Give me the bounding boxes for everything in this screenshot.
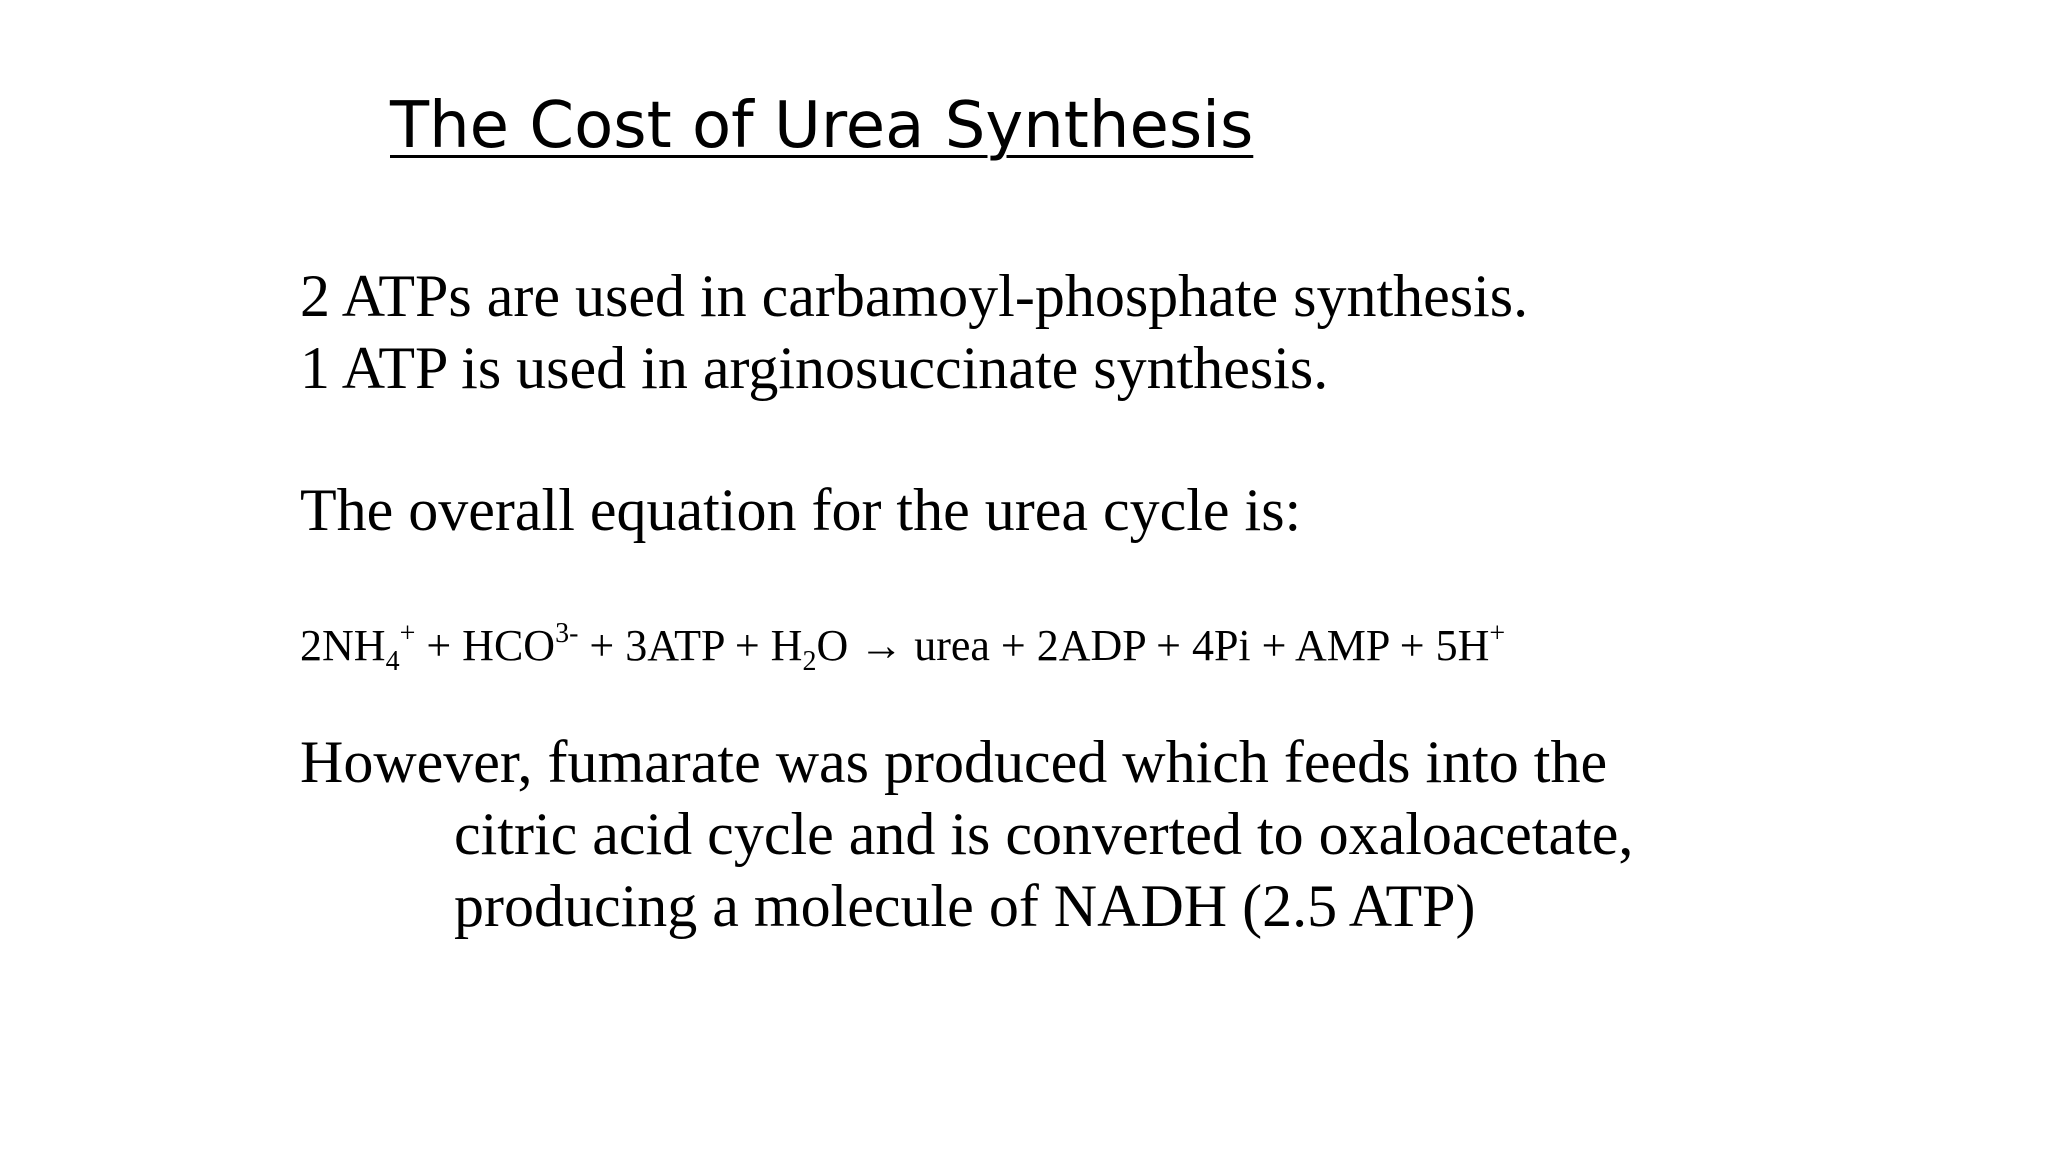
fumarate-note xyxy=(300,726,1633,942)
slide-title: The Cost of Urea Synthesis xyxy=(390,89,1254,163)
fumarate-line-2: citric acid cycle and is converted to oxaloacetate, xyxy=(454,801,1634,867)
equation-sup-ammonium: + xyxy=(399,618,416,649)
equation-part-ammonium: 2NH xyxy=(300,621,386,670)
equation-sub-water: 2 xyxy=(802,646,817,677)
equation-sub-ammonium: 4 xyxy=(385,646,400,677)
equation-part-products: urea + 2ADP + 4Pi + AMP + 5H xyxy=(903,621,1490,670)
reaction-arrow-icon: → xyxy=(859,621,904,670)
fumarate-line-3: producing a molecule of NADH (2.5 ATP) xyxy=(454,873,1476,939)
atp-line-carbamoyl: 2 ATPs are used in carbamoyl-phosphate synthesis. xyxy=(300,263,1529,329)
equation-sup-bicarbonate: 3- xyxy=(555,618,579,649)
fumarate-line-1: However, fumarate was produced which feeds into the xyxy=(300,729,1608,795)
equation-part-bicarbonate: + HCO xyxy=(415,621,556,670)
atp-line-arginosuccinate: 1 ATP is used in arginosuccinate synthesis. xyxy=(300,335,1329,401)
atp-usage-text xyxy=(300,260,1528,404)
equation-sup-proton: + xyxy=(1489,618,1506,649)
urea-cycle-equation xyxy=(300,616,1505,676)
equation-part-oxygen: O xyxy=(816,621,860,670)
equation-part-atp-water: + 3ATP + H xyxy=(578,621,803,670)
overall-equation-intro: The overall equation for the urea cycle is: xyxy=(300,477,1302,543)
